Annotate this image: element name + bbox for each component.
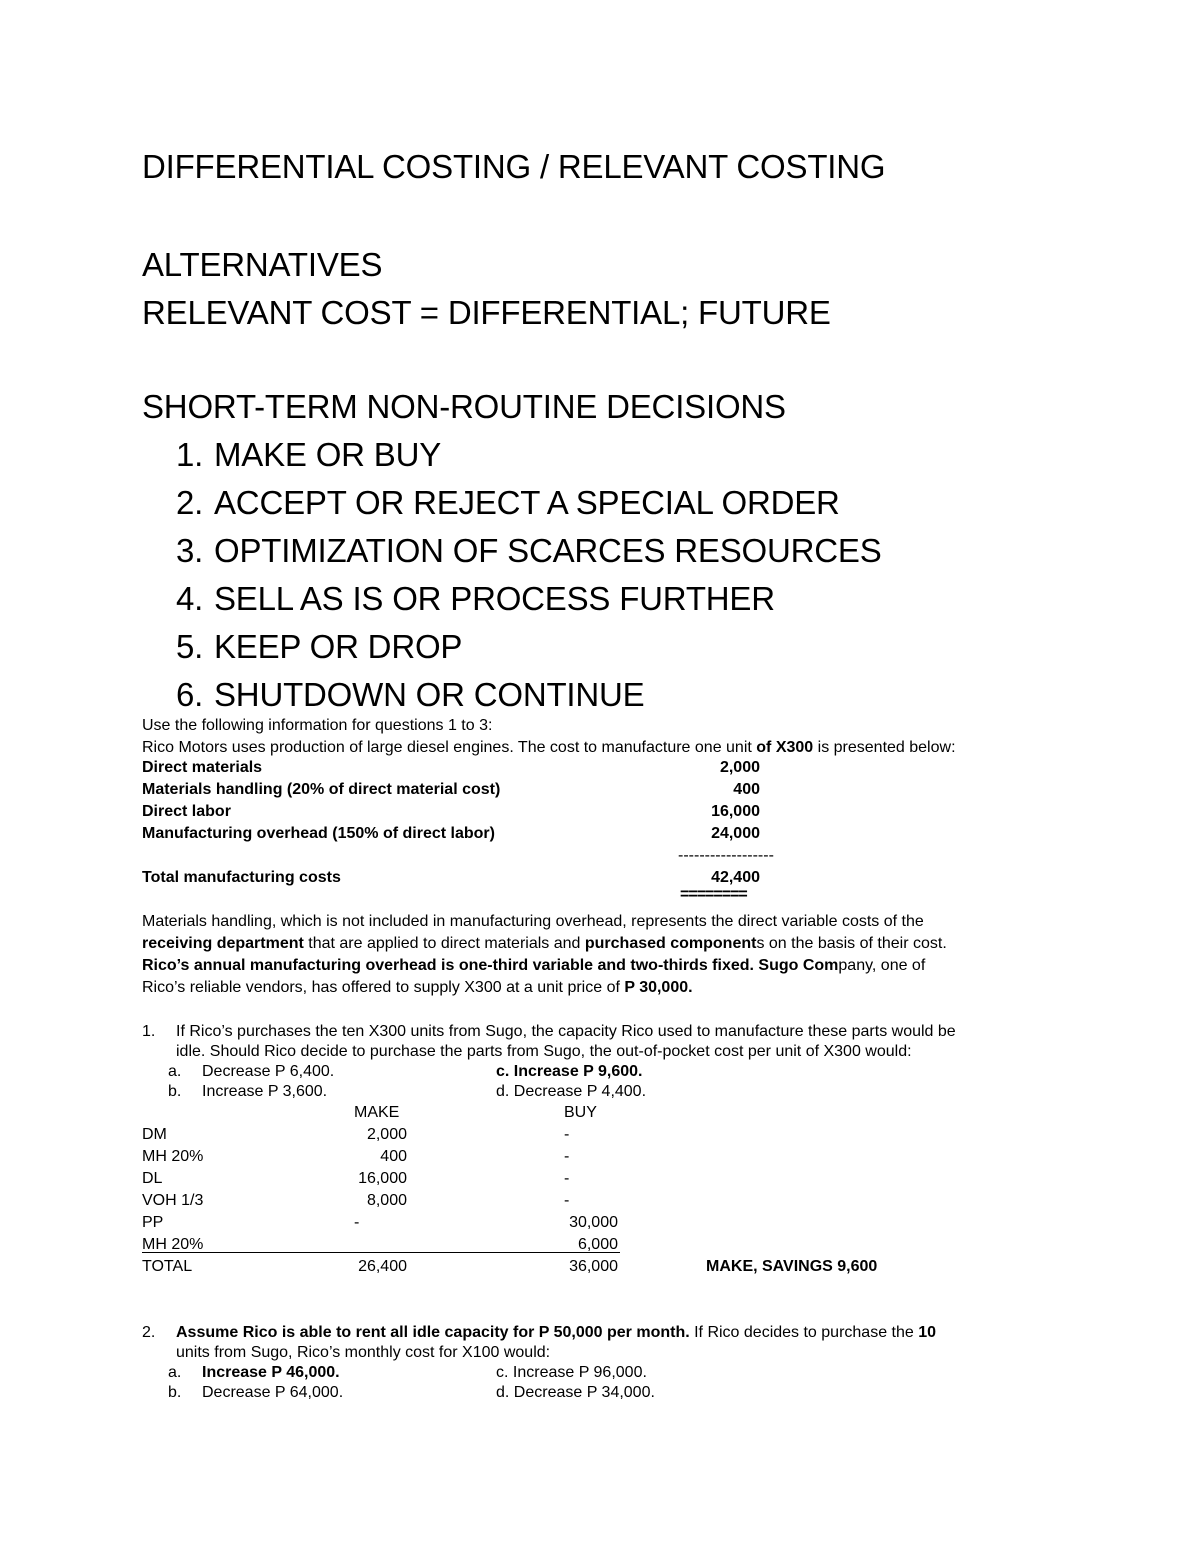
- choice-letter: b.: [168, 1384, 182, 1401]
- decision-item: 1. MAKE OR BUY: [176, 436, 442, 473]
- relevant-cost-heading: RELEVANT COST = DIFFERENTIAL; FUTURE: [142, 294, 831, 331]
- total-underline: [142, 1252, 620, 1253]
- intro-line: Rico Motors uses production of large diesel engines. The cost to manufacture one unit of X300 is presented below:: [142, 739, 956, 756]
- decision-item: 4. SELL AS IS OR PROCESS FURTHER: [176, 580, 775, 617]
- cost-row-value: 24,000: [711, 825, 760, 842]
- choice-letter: a.: [168, 1364, 182, 1381]
- cost-row-value: 16,000: [711, 803, 760, 820]
- decision-item: 5. KEEP OR DROP: [176, 628, 463, 665]
- paragraph-line: Rico’s reliable vendors, has offered to supply X300 at a unit price of P 30,000.: [142, 979, 693, 996]
- solution-total-buy: 36,000: [569, 1258, 618, 1275]
- dashed-rule: ------------------: [678, 847, 774, 864]
- solution-buy-value: -: [564, 1148, 570, 1165]
- choice-b: Decrease P 64,000.: [202, 1384, 344, 1401]
- double-rule: ========: [680, 886, 747, 903]
- choice-a: Increase P 46,000.: [202, 1364, 340, 1381]
- cost-row-value: 2,000: [719, 759, 760, 776]
- choice-d: d. Decrease P 4,400.: [496, 1083, 647, 1100]
- solution-make-value: 2,000: [366, 1126, 407, 1143]
- page-title: DIFFERENTIAL COSTING / RELEVANT COSTING: [142, 148, 886, 185]
- question-text: Assume Rico is able to rent all idle capacity for P 50,000 per month. If Rico decides to purchase the 10: [176, 1324, 937, 1341]
- alternatives-heading: ALTERNATIVES: [142, 246, 383, 283]
- solution-make-value: 16,000: [358, 1170, 407, 1187]
- solution-total-make: 26,400: [358, 1258, 407, 1275]
- cost-row-label: Materials handling (20% of direct material cost): [142, 781, 501, 798]
- decision-item: 6. SHUTDOWN OR CONTINUE: [176, 676, 645, 713]
- choice-c: c. Increase P 9,600.: [496, 1063, 643, 1080]
- total-value: 42,400: [711, 869, 760, 886]
- choice-a: Decrease P 6,400.: [202, 1063, 335, 1080]
- cost-row-label: Direct labor: [142, 803, 231, 820]
- solution-make-value: 8,000: [366, 1192, 407, 1209]
- choice-letter: a.: [168, 1063, 182, 1080]
- cost-row-value: 400: [733, 781, 760, 798]
- solution-row-label: MH 20%: [142, 1148, 204, 1165]
- column-head-make: MAKE: [354, 1104, 400, 1121]
- question-number: 2.: [142, 1324, 156, 1341]
- question-text: idle. Should Rico decide to purchase the parts from Sugo, the out-of-pocket cost per unit of X300 would:: [176, 1043, 912, 1060]
- choice-d: d. Decrease P 34,000.: [496, 1384, 655, 1401]
- solution-conclusion: MAKE, SAVINGS 9,600: [706, 1258, 878, 1275]
- total-label: Total manufacturing costs: [142, 869, 341, 886]
- solution-row-label: MH 20%: [142, 1236, 204, 1253]
- choice-b: Increase P 3,600.: [202, 1083, 328, 1100]
- solution-total-label: TOTAL: [142, 1258, 193, 1275]
- solution-buy-value: -: [564, 1170, 570, 1187]
- solution-buy-value: 6,000: [577, 1236, 618, 1253]
- cost-row-label: Direct materials: [142, 759, 263, 776]
- intro-line: Use the following information for questions 1 to 3:: [142, 717, 493, 734]
- solution-row-label: DM: [142, 1126, 167, 1143]
- solution-row-label: VOH 1/3: [142, 1192, 204, 1209]
- decision-item: 3. OPTIMIZATION OF SCARCES RESOURCES: [176, 532, 882, 569]
- choice-c: c. Increase P 96,000.: [496, 1364, 647, 1381]
- solution-make-value: 400: [380, 1148, 407, 1165]
- paragraph-line: receiving department that are applied to direct materials and purchased components on the basis of their cost.: [142, 935, 947, 952]
- paragraph-line: Materials handling, which is not included in manufacturing overhead, represents the direct variable costs of the: [142, 913, 924, 930]
- decision-item: 2. ACCEPT OR REJECT A SPECIAL ORDER: [176, 484, 840, 521]
- solution-buy-value: -: [564, 1126, 570, 1143]
- question-text: If Rico’s purchases the ten X300 units from Sugo, the capacity Rico used to manufacture these parts would be: [176, 1023, 956, 1040]
- question-number: 1.: [142, 1023, 156, 1040]
- question-text: units from Sugo, Rico’s monthly cost for X100 would:: [176, 1344, 551, 1361]
- column-head-buy: BUY: [564, 1104, 597, 1121]
- decisions-heading: SHORT-TERM NON-ROUTINE DECISIONS: [142, 388, 786, 425]
- solution-buy-value: -: [564, 1192, 570, 1209]
- solution-row-label: PP: [142, 1214, 164, 1231]
- solution-buy-value: 30,000: [569, 1214, 618, 1231]
- solution-make-value: -: [354, 1214, 360, 1231]
- solution-row-label: DL: [142, 1170, 163, 1187]
- choice-letter: b.: [168, 1083, 182, 1100]
- paragraph-line: Rico’s annual manufacturing overhead is one-third variable and two-thirds fixed. Sugo Company, one of: [142, 957, 926, 974]
- cost-row-label: Manufacturing overhead (150% of direct labor): [142, 825, 495, 842]
